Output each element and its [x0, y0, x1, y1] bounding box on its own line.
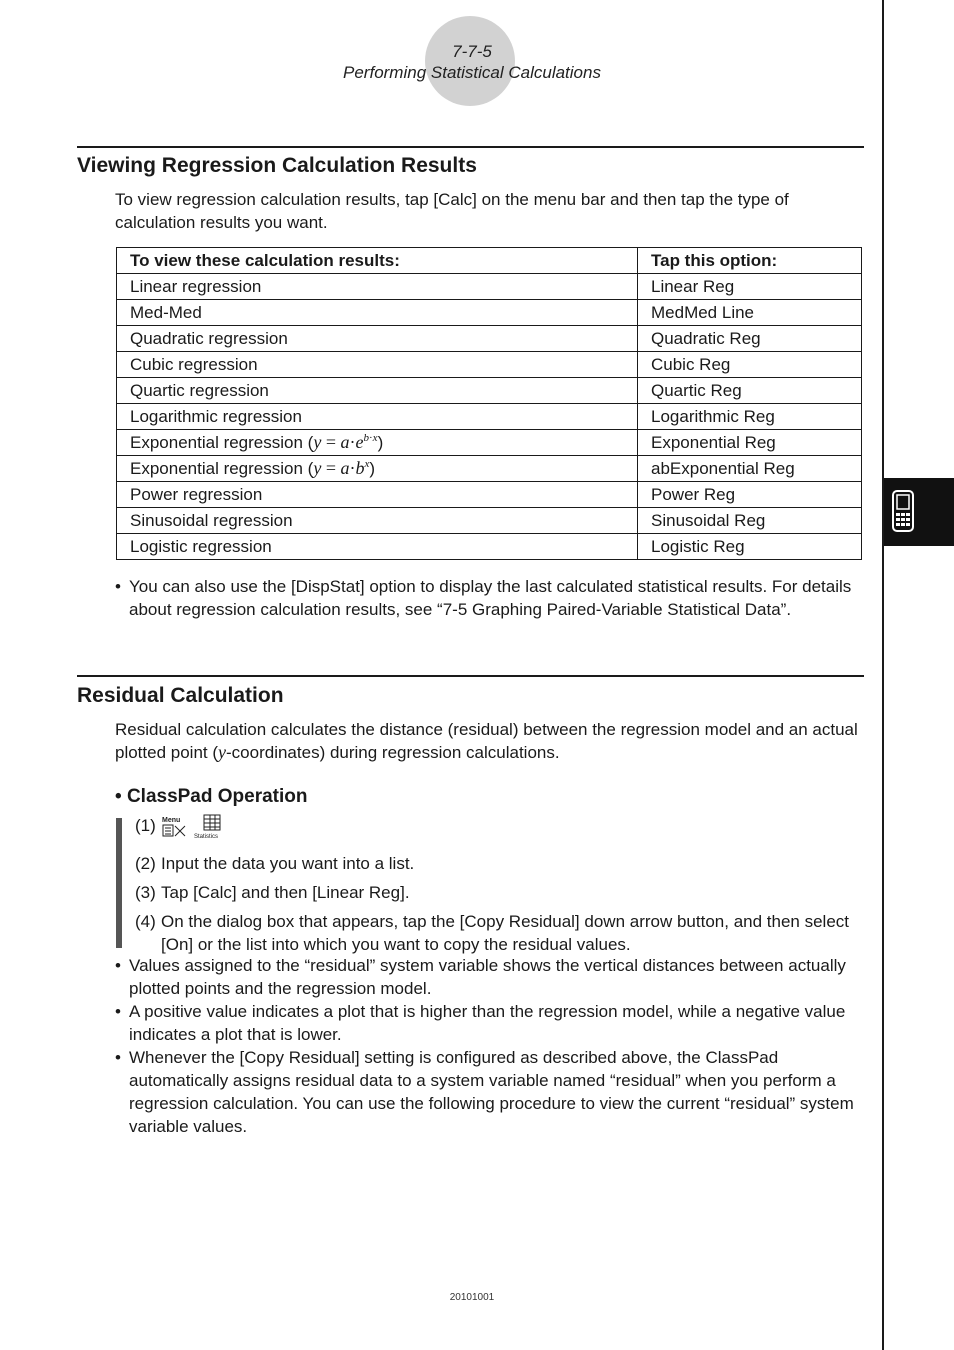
table-row	[117, 326, 862, 352]
table-cell-option: Logarithmic Reg	[638, 404, 862, 430]
step-item	[135, 852, 865, 875]
classpad-operation-label: ClassPad Operation	[126, 786, 308, 807]
regression-intro: To view regression calculation results, tap [Calc] on the menu bar and then tap the type of calculation results you want.	[115, 190, 789, 232]
chapter-side-tab	[884, 478, 954, 546]
table-header-row	[117, 248, 862, 274]
table-cell-option: Quadratic Reg	[638, 326, 862, 352]
bullet-dot: •	[115, 1048, 121, 1067]
table-cell-result: Quartic regression	[117, 378, 638, 404]
section-heading-residual: Residual Calculation	[77, 684, 284, 707]
table-cell-result: Exponential regression $(y = a\cdot e^{b\cdot x})$	[117, 430, 638, 456]
table-cell-option: Linear Reg	[638, 274, 862, 300]
operation-steps-bar	[116, 818, 122, 948]
list-item	[115, 575, 865, 621]
result-label: Exponential regression	[130, 433, 303, 452]
residual-notes-list	[115, 954, 865, 1138]
exp-formula-ab: $y = a\cdot b^x$	[313, 458, 370, 478]
table-header-option: Tap this option:	[638, 248, 862, 274]
table-cell-result: Quadratic regression	[117, 326, 638, 352]
table-cell-result: Power regression	[117, 482, 638, 508]
step-number: (1)	[135, 816, 156, 835]
residual-intro-text-end: -coordinates) during regression calculations.	[226, 743, 560, 762]
exp-formula-ae: $y = a\cdot e^{b\cdot x}$	[313, 432, 378, 452]
table-row	[117, 508, 862, 534]
classpad-calculator-icon	[892, 490, 914, 532]
bullet-dot: •	[115, 1002, 121, 1021]
list-item	[115, 1046, 865, 1138]
table-row	[117, 378, 862, 404]
residual-note: Values assigned to the “residual” system variable shows the vertical distances between actually plotted points and the regression model.	[129, 956, 846, 998]
right-margin-rule	[882, 0, 884, 1350]
table-row	[117, 404, 862, 430]
menu-icon	[161, 816, 189, 844]
page-number: 7-7-5	[452, 42, 492, 61]
step-item	[135, 910, 865, 956]
table-cell-result: Exponential regression $(y = a\cdot b^x)$	[117, 456, 638, 482]
bullet-dot: •	[115, 786, 122, 807]
table-cell-option: abExponential Reg	[638, 456, 862, 482]
section-rule	[77, 675, 864, 677]
table-cell-result: Cubic regression	[117, 352, 638, 378]
table-cell-option: Power Reg	[638, 482, 862, 508]
step-number: (3)	[135, 883, 156, 902]
menu-icon-label: Menu	[162, 817, 181, 824]
table-row	[117, 300, 862, 326]
step-number: (2)	[135, 854, 156, 873]
operation-steps	[135, 814, 865, 962]
dispstat-note: You can also use the [DispStat] option to display the last calculated statistical results. For details about regression calculation results, see “7-5 Graphing Paired-Variable Statistical Data”.	[129, 577, 852, 619]
step-item	[135, 814, 865, 846]
table-row	[117, 274, 862, 300]
step-number: (4)	[135, 912, 156, 931]
table-row	[117, 430, 862, 456]
table-header-results: To view these calculation results:	[117, 248, 638, 274]
regression-options-table	[116, 247, 862, 560]
table-cell-option: Logistic Reg	[638, 534, 862, 560]
table-cell-option: MedMed Line	[638, 300, 862, 326]
step-text: Tap [Calc] and then [Linear Reg].	[161, 883, 410, 902]
table-cell-option: Sinusoidal Reg	[638, 508, 862, 534]
table-cell-option: Quartic Reg	[638, 378, 862, 404]
bullet-dot: •	[115, 577, 121, 596]
table-row	[117, 456, 862, 482]
list-item	[115, 954, 865, 1000]
bullet-dot: •	[115, 956, 121, 975]
result-label: Exponential regression	[130, 459, 303, 478]
table-cell-result: Med-Med	[117, 300, 638, 326]
table-cell-result: Sinusoidal regression	[117, 508, 638, 534]
residual-intro-text: Residual calculation calculates the distance (residual) between the regression model and an actual plotted point (	[115, 720, 858, 762]
table-row	[117, 482, 862, 508]
footer-code: 20101001	[449, 1292, 495, 1303]
table-cell-result: Logistic regression	[117, 534, 638, 560]
table-row	[117, 534, 862, 560]
residual-note: Whenever the [Copy Residual] setting is configured as described above, the ClassPad automatically assigns residual data to a system variable named “residual” when you perform a regression calculation. You can use the following procedure to view the current “residual” system variable values.	[129, 1048, 854, 1136]
section-heading-regression-results: Viewing Regression Calculation Results	[77, 154, 477, 177]
residual-note: A positive value indicates a plot that is higher than the regression model, while a negative value indicates a plot that is lower.	[129, 1002, 846, 1044]
step-text: On the dialog box that appears, tap the [Copy Residual] down arrow button, and then select [On] or the list into which you want to copy the residual values.	[161, 912, 849, 954]
table-cell-result: Linear regression	[117, 274, 638, 300]
chapter-title: Performing Statistical Calculations	[343, 63, 601, 82]
step-item	[135, 881, 865, 904]
step-text: Input the data you want into a list.	[161, 854, 415, 873]
table-cell-option: Cubic Reg	[638, 352, 862, 378]
table-cell-option: Exponential Reg	[638, 430, 862, 456]
residual-intro	[115, 718, 865, 764]
list-item	[115, 1000, 865, 1046]
statistics-icon	[194, 814, 230, 846]
table-row	[117, 352, 862, 378]
table-cell-result: Logarithmic regression	[117, 404, 638, 430]
statistics-icon-label: Statistics	[193, 834, 218, 840]
dispstat-note-list	[115, 575, 865, 621]
residual-intro-var: y	[218, 742, 227, 762]
classpad-operation-heading	[115, 786, 308, 808]
section-rule	[77, 146, 864, 148]
